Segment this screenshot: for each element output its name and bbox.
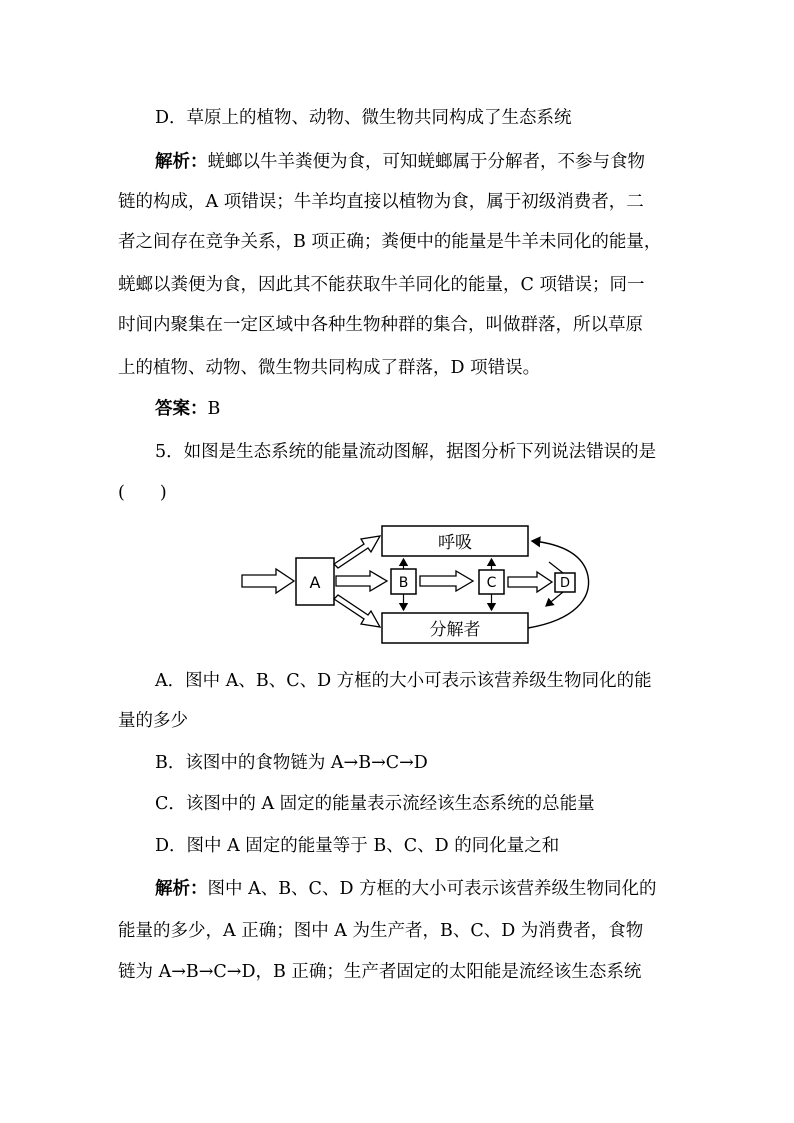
arrow-d-to-respiration-line [549, 562, 563, 573]
box-b-label: B [398, 575, 409, 591]
analysis2-line-3: 链为 A→B→C→D，B 正确；生产者固定的太阳能是流经该生态系统 [118, 962, 642, 982]
option-a-line-1: A．图中 A、B、C、D 方框的大小可表示该营养级生物同化的能 [155, 671, 652, 691]
analysis2-label: 解析： [155, 879, 208, 899]
energy-flow-diagram [230, 520, 610, 645]
option-d: D．图中 A 固定的能量等于 B、C、D 的同化量之和 [155, 836, 560, 856]
question-5-blank: ( ) [118, 483, 167, 503]
answer-line [155, 397, 220, 421]
box-d-label: D [559, 576, 571, 591]
arrow-a-to-respiration [334, 536, 380, 568]
arrow-a-to-b [336, 571, 387, 591]
arrow-b-to-c [420, 571, 473, 591]
analysis-line-4: 蜣螂以粪便为食，因此其不能获取牛羊同化的能量，C 项错误；同一 [118, 275, 645, 295]
analysis2-line-1 [155, 877, 657, 901]
analysis-line-6: 上的植物、动物、微生物共同构成了群落，D 项错误。 [118, 358, 541, 378]
analysis-line-5: 时间内聚集在一定区域中各种生物种群的集合，叫做群落，所以草原 [118, 315, 643, 335]
arrow-a-to-decomposer [334, 595, 380, 627]
arrow-d-to-decomposer [546, 592, 563, 606]
option-b: B．该图中的食物链为 A→B→C→D [155, 753, 428, 773]
answer-label: 答案： [155, 399, 208, 419]
respiration-label: 呼吸 [438, 533, 472, 553]
arrow-c-to-d [508, 572, 552, 592]
analysis2-text: 图中 A、B、C、D 方框的大小可表示该营养级生物同化的 [207, 879, 657, 899]
box-c-label: C [486, 575, 497, 591]
analysis-label: 解析： [155, 152, 208, 172]
analysis2-line-2: 能量的多少，A 正确；图中 A 为生产者，B、C、D 为消费者，食物 [118, 921, 644, 941]
question-5: 5．如图是生态系统的能量流动图解，据图分析下列说法错误的是 [155, 442, 657, 462]
input-arrow [242, 569, 294, 593]
option-c: C．该图中的 A 固定的能量表示流经该生态系统的总能量 [155, 794, 595, 814]
analysis-line-1 [155, 150, 645, 174]
analysis-text: 蜣螂以牛羊粪便为食，可知蜣螂属于分解者，不参与食物 [207, 152, 645, 172]
option-a-line-2: 量的多少 [118, 711, 188, 731]
analysis-line-3: 者之间存在竞争关系，B 项正确；粪便中的能量是牛羊未同化的能量， [118, 232, 662, 252]
answer-text: B [207, 399, 221, 419]
box-a-label: A [309, 573, 321, 592]
option-d-prev: D．草原上的植物、动物、微生物共同构成了生态系统 [155, 108, 572, 128]
analysis-line-2: 链的构成，A 项错误；牛羊均直接以植物为食，属于初级消费者，二 [118, 192, 644, 212]
decomposer-label: 分解者 [429, 620, 481, 640]
